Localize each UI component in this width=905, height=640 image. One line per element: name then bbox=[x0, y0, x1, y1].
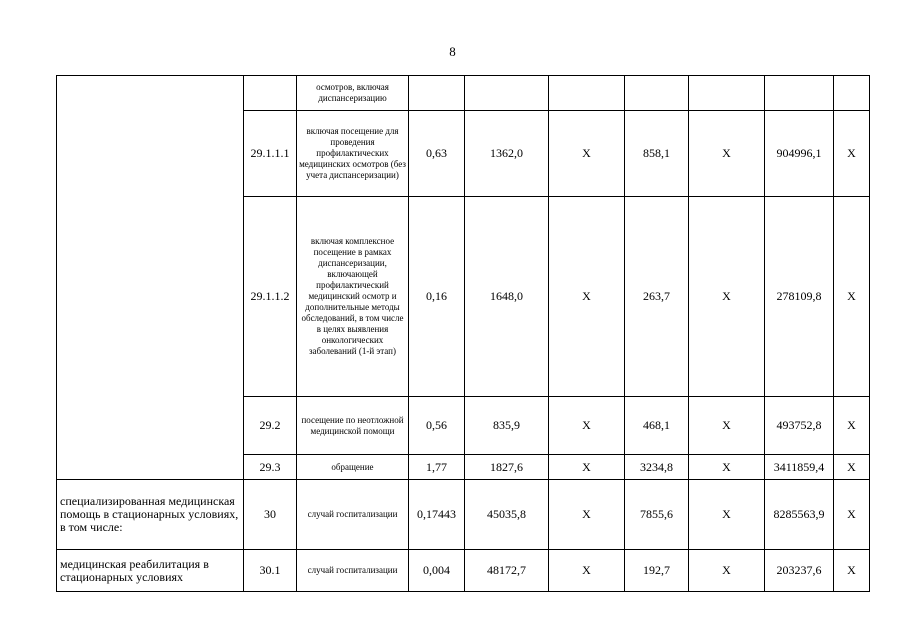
cost-cell: 835,9 bbox=[465, 397, 549, 455]
norm-cell: 0,63 bbox=[409, 111, 465, 197]
col8-cell: X bbox=[689, 197, 765, 397]
col9-cell: 278109,8 bbox=[765, 197, 834, 397]
col9-cell: 904996,1 bbox=[765, 111, 834, 197]
col7-cell: 7855,6 bbox=[625, 480, 689, 550]
norm-cell: 0,56 bbox=[409, 397, 465, 455]
unit-cell: случай госпитализации bbox=[297, 480, 409, 550]
code-cell: 29.1.1.1 bbox=[244, 111, 297, 197]
norm-cell: 0,004 bbox=[409, 550, 465, 592]
col10-cell: X bbox=[834, 480, 870, 550]
code-cell: 29.2 bbox=[244, 397, 297, 455]
cost-cell: 45035,8 bbox=[465, 480, 549, 550]
table-row bbox=[57, 480, 870, 550]
page-number: 8 bbox=[449, 44, 456, 59]
row-name-cell: специализированная медицинская помощь в стационарных условиях, в том числе: bbox=[57, 480, 244, 550]
col10-cell: X bbox=[834, 197, 870, 397]
cost-cell bbox=[465, 76, 549, 111]
col10-cell: X bbox=[834, 550, 870, 592]
norm-cell bbox=[409, 76, 465, 111]
cost-cell: 1827,6 bbox=[465, 455, 549, 480]
col10-cell: X bbox=[834, 397, 870, 455]
col6-cell: X bbox=[549, 480, 625, 550]
col10-cell bbox=[834, 76, 870, 111]
col9-cell: 203237,6 bbox=[765, 550, 834, 592]
code-cell bbox=[244, 76, 297, 111]
col7-cell bbox=[625, 76, 689, 111]
col8-cell: X bbox=[689, 111, 765, 197]
col9-cell: 3411859,4 bbox=[765, 455, 834, 480]
col9-cell: 493752,8 bbox=[765, 397, 834, 455]
col6-cell: X bbox=[549, 455, 625, 480]
col8-cell bbox=[689, 76, 765, 111]
code-cell: 30 bbox=[244, 480, 297, 550]
col7-cell: 263,7 bbox=[625, 197, 689, 397]
col6-cell bbox=[549, 76, 625, 111]
col10-cell: X bbox=[834, 455, 870, 480]
unit-cell: включая посещение для проведения профилактических медицинских осмотров (без учета диспансеризации) bbox=[297, 111, 409, 197]
table-row bbox=[57, 550, 870, 592]
table-row bbox=[57, 76, 870, 111]
col7-cell: 192,7 bbox=[625, 550, 689, 592]
norm-cell: 0,17443 bbox=[409, 480, 465, 550]
col6-cell: X bbox=[549, 397, 625, 455]
col8-cell: X bbox=[689, 455, 765, 480]
col8-cell: X bbox=[689, 480, 765, 550]
unit-cell: включая комплексное посещение в рамках диспансеризации, включающей профилактический медицинский осмотр и дополнительные методы обследований, в том числе в целях выявления онкологических заболеваний (1-й этап) bbox=[297, 197, 409, 397]
norm-cell: 0,16 bbox=[409, 197, 465, 397]
unit-cell: случай госпитализации bbox=[297, 550, 409, 592]
norm-cell: 1,77 bbox=[409, 455, 465, 480]
col10-cell: X bbox=[834, 111, 870, 197]
col7-cell: 3234,8 bbox=[625, 455, 689, 480]
col6-cell: X bbox=[549, 197, 625, 397]
col8-cell: X bbox=[689, 550, 765, 592]
unit-cell: обращение bbox=[297, 455, 409, 480]
code-cell: 29.3 bbox=[244, 455, 297, 480]
cost-cell: 1362,0 bbox=[465, 111, 549, 197]
cost-cell: 1648,0 bbox=[465, 197, 549, 397]
row-name-cell bbox=[57, 76, 244, 480]
col9-cell bbox=[765, 76, 834, 111]
cost-cell: 48172,7 bbox=[465, 550, 549, 592]
col9-cell: 8285563,9 bbox=[765, 480, 834, 550]
col8-cell: X bbox=[689, 397, 765, 455]
col6-cell: X bbox=[549, 550, 625, 592]
col6-cell: X bbox=[549, 111, 625, 197]
norms-table bbox=[56, 75, 870, 592]
unit-cell: посещение по неотложной медицинской помощи bbox=[297, 397, 409, 455]
col7-cell: 858,1 bbox=[625, 111, 689, 197]
unit-cell: осмотров, включая диспансеризацию bbox=[297, 76, 409, 111]
col7-cell: 468,1 bbox=[625, 397, 689, 455]
row-name-cell: медицинская реабилитация в стационарных условиях bbox=[57, 550, 244, 592]
code-cell: 30.1 bbox=[244, 550, 297, 592]
code-cell: 29.1.1.2 bbox=[244, 197, 297, 397]
